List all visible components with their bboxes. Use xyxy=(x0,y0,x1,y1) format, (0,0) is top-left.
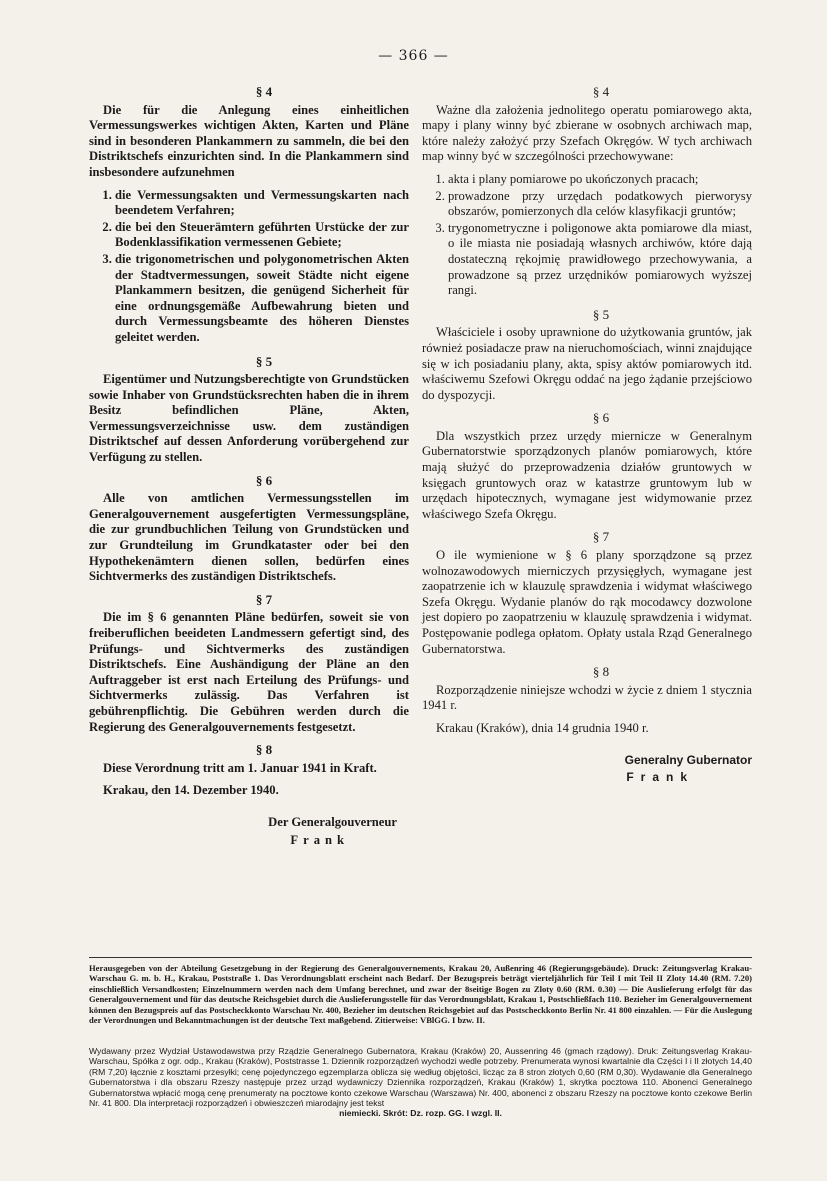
section-paragraph: Eigentümer und Nutzungsberechtigte von Grundstücken sowie Inhaber von Grundstücksrechten haben die in ihrem Besitz befindlichen Pläne, Akten, Vermessungsverzeichnisse usw. dem zuständigen Distriktschef auf dessen Anforderung vorübergehend zur Verfügung zu stellen. xyxy=(89,372,409,465)
signature-name: Frank xyxy=(626,770,694,785)
list-item: 3. die trigonometrischen und polygonometrischen Akten der Stadtvermessungen, soweit Städte nicht eigene Plankammern besitzen, die genügend Sicherheit für eine ordnungsgemäße Aufbewahrung bieten und durch Vermessungsbeamte des höheren Dienstes geleitet werden. xyxy=(115,252,409,346)
footer-divider xyxy=(89,957,752,958)
section-list xyxy=(89,188,409,346)
signature-name: Frank xyxy=(290,832,349,847)
section-title: § 6 xyxy=(592,410,610,426)
section-paragraph: Diese Verordnung tritt am 1. Januar 1941 in Kraft. xyxy=(103,760,377,775)
signature-title: Generalny Gubernator xyxy=(624,752,752,767)
list-item: 1. die Vermessungsakten und Vermessungskarten nach beendetem Verfahren; xyxy=(115,188,409,219)
list-item: 1. akta i plany pomiarowe po ukończonych pracach; xyxy=(448,172,752,188)
footer-polish-text: Wydawany przez Wydział Ustawodawstwa przy Rządzie Generalnego Gubernatora, Krakau (Kraków) 20, Aussenring 46 (gmach rządowy). Druk: Zeitungsverlag Krakau-Warschau, Spółka z ogr. odp., Krakau (Kraków), Poststrasse 1. Dziennik rozporządzeń wychodzi wedle potrzeby. Prenumerata wynosi kwartalnie dla Części I i II złotych 14,40 (RM 7,20) łącznie z kosztami przesyłki; cenę pojedynczego egzemplarza oblicza się według objętości, licząc za 8 stron złotych 0,60 (RM 0,30). Wydawanie dla Generalnego Gubernatorstwa i dla obszaru Rzeszy następuje przez urząd wydawniczy Dziennika rozporządzeń, Krakau (Kraków) 1, skrytka pocztowa 110. Abonenci Generalnego Gubernatorstwa wpłacić mogą cenę prenumeraty na pocztowe konto czekowe Warschau (Warszawa) Nr. 400, abonenci z obszaru Rzeszy na pocztowe konto czekowe Berlin Nr. 41 800. Dla interpretacji rozporządzeń i obwieszczeń miarodajny jest tekst xyxy=(89,1046,752,1109)
section-paragraph: Rozporządzenie niniejsze wchodzi w życie z dniem 1 stycznia 1941 r. xyxy=(422,682,752,713)
footer-german: Herausgegeben von der Abteilung Gesetzgebung in der Regierung des Generalgouvernements, Krakau 20, Außenring 46 (Regierungsgebäude). Druck: Zeitungsverlag Krakau-Warschau G. m. b. H., Krakau, Poststraße 1. Das Verordnungsblatt erscheint nach Bedarf. Der Bezugspreis beträgt vierteljährlich für Teil I mit Teil II Zloty 14.40 (RM. 7.20) einschließlich Versandkosten; Einzelnummern werden nach dem Umfang berechnet, und zwar der 8seitige Bogen zu Zloty 0.60 (RM. 0.30) — Die Auslieferung erfolgt für das Generalgouvernement und für das deutsche Reichsgebiet durch die Auslieferungsstelle für das Verordnungsblatt, Krakau 1, Postschließfach 110. Bezieher im Generalgouvernement können den Bezugspreis auf das Postscheckkonto Warschau Nr. 400, Bezieher im deutschen Reichsgebiet auf das Postscheckkonto Berlin Nr. 41 800 einzahlen. — Für die Auslegung der Verordnungen und Bekanntmachungen ist der deutsche Text maßgebend. Zitierweise: VBlGG. I bzw. II. xyxy=(89,963,752,1026)
section-paragraph: Dla wszystkich przez urzędy miernicze w Generalnym Gubernatorstwie sporządzonych planów pomiarowych, które mają służyć do przeprowadzenia działów gruntowych w księgach gruntowych oraz w katastrze gruntowym lub w urzędach hipotecznych, wymagane jest widymowanie przez właściwego Szefa Okręgu. xyxy=(422,428,752,521)
signature-title: Der Generalgouverneur xyxy=(268,814,397,829)
footer-polish xyxy=(89,1046,752,1119)
section-paragraph: Ważne dla założenia jednolitego operatu pomiarowego akta, mapy i plany winny być zbierane w osobnych archiwach map, które należy założyć przy Szefach Okręgów. W tych archiwach map winny być w szczególności przechowywane: xyxy=(422,102,752,164)
section-paragraph: Die im § 6 genannten Pläne bedürfen, soweit sie von freiberuflichen beeideten Landmessern gefertigt sind, des Prüfungs- und Sichtvermerks des zuständigen Distriktschefs. Eine Aushändigung der Pläne an den Auftraggeber ist erst nach Erteilung des Prüfungs- und Sichtvermerks zulässig. Das Verfahren ist gebührenpflichtig. Die Gebühren werden durch die Regierung des Generalgouvernements festgesetzt. xyxy=(89,610,409,734)
section-title: § 7 xyxy=(592,529,610,545)
section-title: § 6 xyxy=(255,472,273,488)
place-date: Krakau (Kraków), dnia 14 grudnia 1940 r. xyxy=(436,720,649,735)
section-title: § 5 xyxy=(255,353,273,369)
list-item: 2. prowadzone przy urzędach podatkowych pierworysy obszarów, pomierzonych dla celów klasyfikacji gruntów; xyxy=(448,189,752,220)
list-item: 2. die bei den Steuerämtern geführten Urstücke der zur Bodenklassifikation vermessenen Gebiete; xyxy=(115,220,409,251)
section-title: § 8 xyxy=(255,742,273,758)
place-date: Krakau, den 14. Dezember 1940. xyxy=(103,783,279,798)
page-number: — 366 — xyxy=(378,48,449,64)
section-list xyxy=(422,172,752,299)
section-title: § 5 xyxy=(592,306,610,322)
german-column xyxy=(89,84,409,848)
polish-column xyxy=(422,84,752,786)
section-paragraph: Właściciele i osoby uprawnione do użytkowania gruntów, jak również posiadacze praw na nieruchomościach, winni znajdujące się w ich posiadaniu plany, akta, spisy aktów pomiarowych itd. właściwemu Szefowi Okręgu oddać na jego żądanie przejściowo do dyspozycji. xyxy=(422,325,752,402)
section-title: § 4 xyxy=(592,84,610,99)
list-item: 3. trygonometryczne i poligonowe akta pomiarowe dla miast, o ile miasta nie posiadają własnych archiwów, które dają dostateczną rękojmię prawidłowego przechowywania, a prowadzone są przez urzędników pomiarowych wyższej rangi. xyxy=(448,221,752,299)
section-title: § 7 xyxy=(255,591,273,607)
section-title: § 4 xyxy=(255,84,273,99)
section-paragraph: Alle von amtlichen Vermessungsstellen im Generalgouvernement ausgefertigten Vermessungspläne, die zur grundbuchlichen Teilung von Grundstücken und zur Grundteilung im Grundkataster oder bei den Hypothekenämtern dienen sollen, bedürfen eines Sichtvermerks des zuständigen Distriktschefs. xyxy=(89,491,409,584)
footer-polish-end: niemiecki. Skrót: Dz. rozp. GG. I wzgl. II. xyxy=(339,1108,502,1119)
section-paragraph: Die für die Anlegung eines einheitlichen Vermessungswerkes wichtigen Akten, Karten und Pläne sind in besonderen Plankammern zu sammeln, die bei den Distriktschefs einzurichten sind. In die Plankammern sind insbesondere aufzunehmen xyxy=(89,102,409,179)
section-title: § 8 xyxy=(592,664,610,680)
section-paragraph: O ile wymienione w § 6 plany sporządzone są przez wolnozawodowych mierniczych przysięgłych, wymagane jest zaopatrzenie ich w klauzulę sprawdzenia i widymat właściwego Szefa Okręgu. Wydanie planów do rąk mocodawcy dozwolone jest dopiero po zaopatrzeniu w klauzulę sprawdzenia i widymat. Postępowanie podlega opłatom. Opłaty ustala Rząd Generalnego Gubernatorstwa. xyxy=(422,548,752,656)
